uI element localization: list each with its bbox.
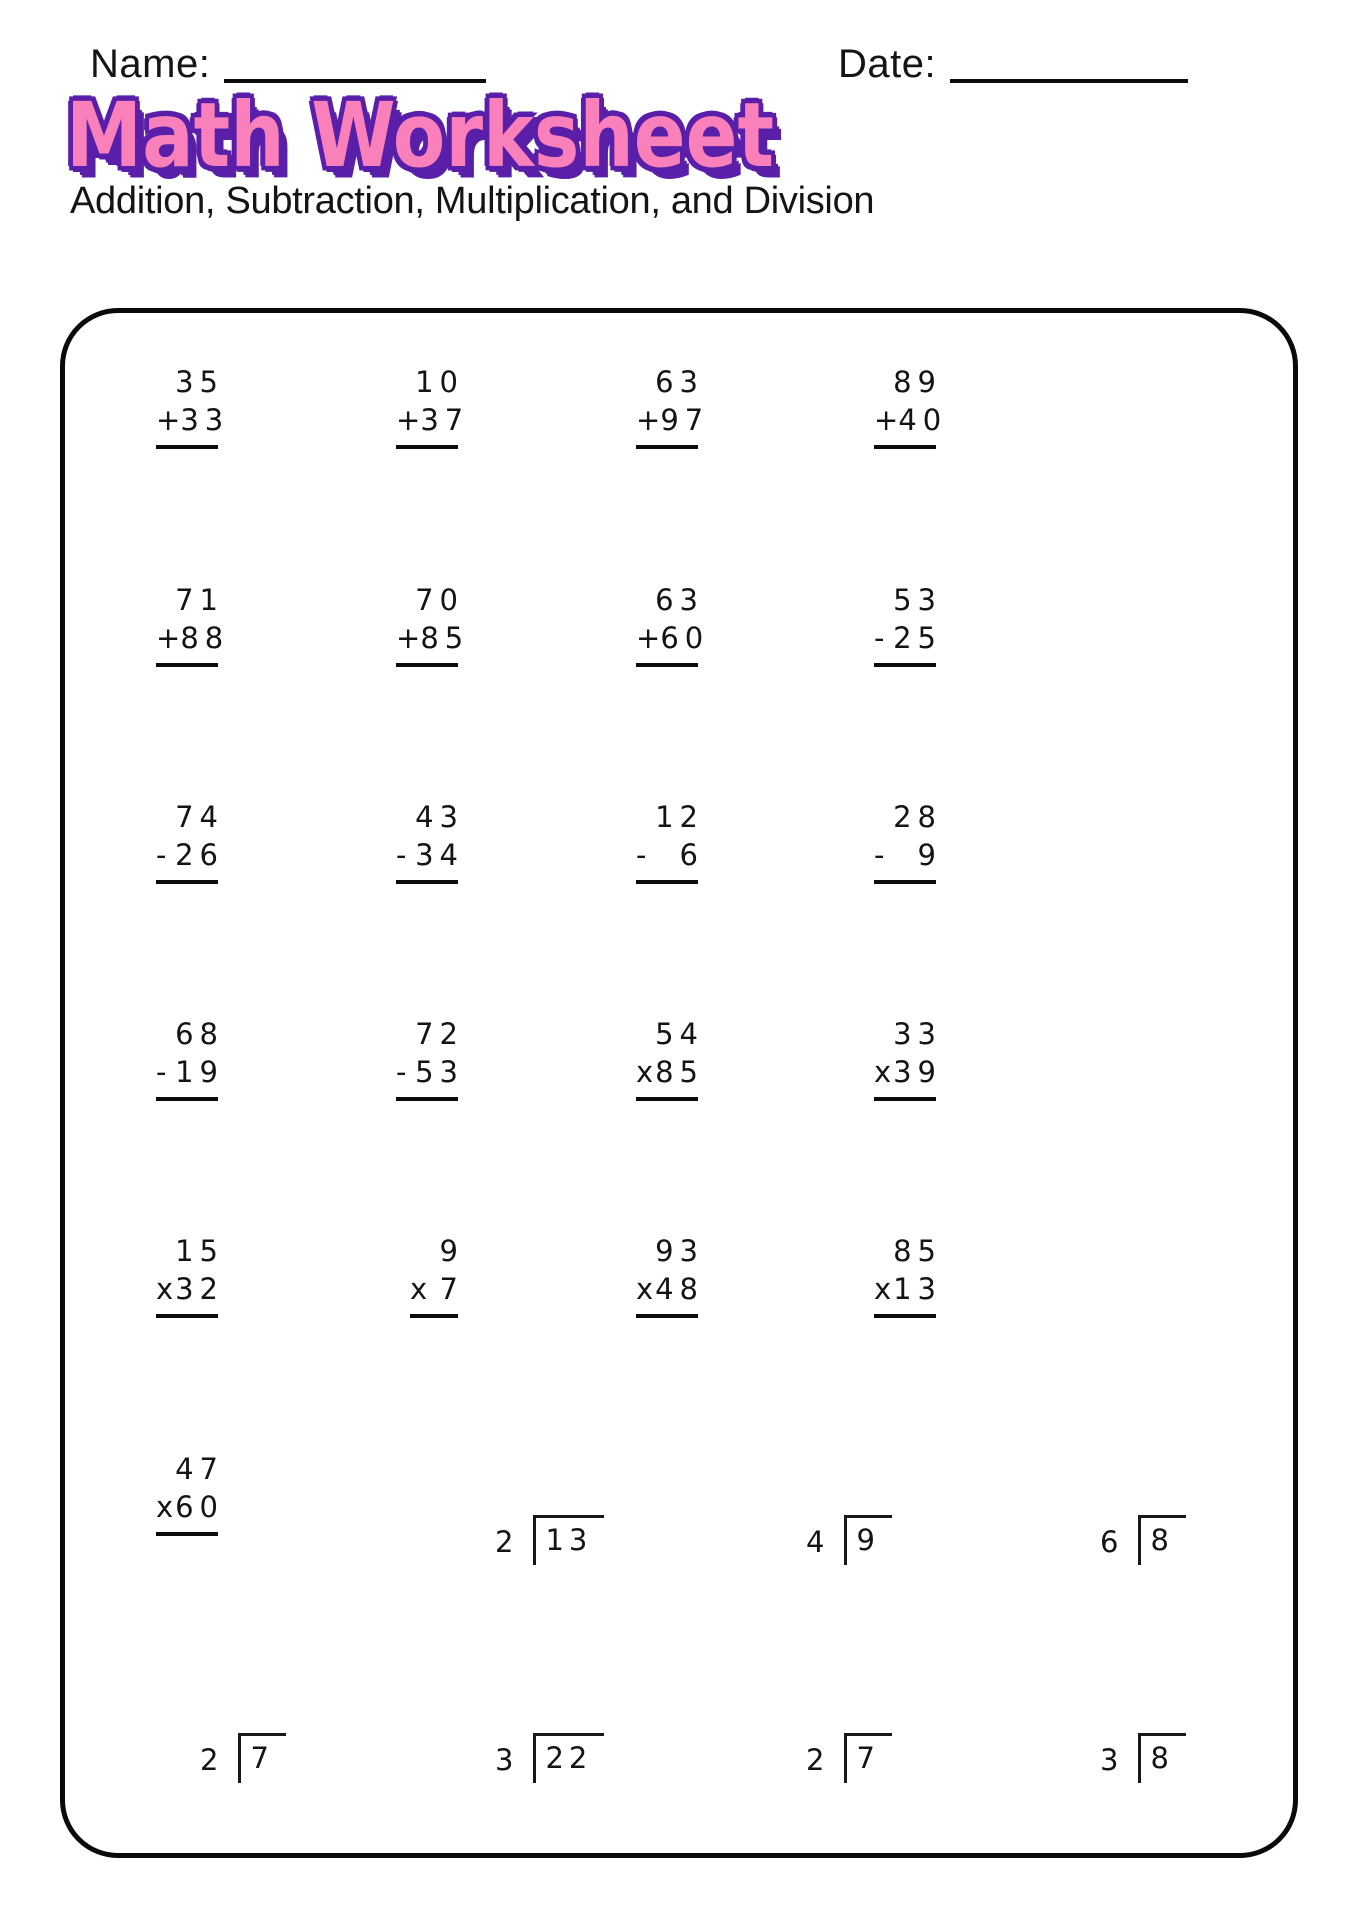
operation-row [636,836,704,874]
math-problem [636,581,710,667]
operation-row [396,1053,464,1091]
operation-row [874,1053,942,1091]
top-operand: 74 [175,800,224,834]
bottom-operand: 48 [655,1272,704,1306]
bottom-operand: 85 [420,621,470,655]
top-operand: 71 [175,583,224,617]
division-problem [495,1515,604,1565]
operator: - [396,1055,407,1089]
bottom-operand: 53 [415,1055,464,1089]
name-label: Name: [90,42,211,86]
divisor: 2 [200,1743,223,1777]
answer-line [396,663,458,667]
math-problem [156,581,230,667]
bottom-operand: 37 [420,403,470,437]
operator: - [396,838,407,872]
answer-line [636,445,698,449]
operator: x [156,1272,174,1306]
operator: - [874,621,885,655]
divisor: 6 [1100,1525,1123,1559]
math-problem [874,363,948,449]
dividend-under-bracket: 7 [844,1733,891,1783]
bottom-operand: 25 [893,621,942,655]
top-operand: 9 [439,1234,464,1268]
bottom-operand: 60 [660,621,710,655]
dividend-under-bracket: 8 [1138,1515,1185,1565]
operator: x [410,1272,428,1306]
math-problem [396,363,470,449]
dividend-under-bracket: 13 [533,1515,604,1565]
name-field-group [90,42,486,87]
answer-line [636,1314,698,1318]
operator: + [874,403,899,437]
math-problem [156,1450,224,1536]
top-operand: 72 [415,1017,464,1051]
dividend-under-bracket: 9 [844,1515,891,1565]
answer-line [636,1097,698,1101]
top-operand: 33 [893,1017,942,1051]
bottom-operand: 9 [917,838,942,872]
operation-row [156,619,230,657]
answer-line [156,1097,218,1101]
operation-row [874,401,948,439]
top-operand: 63 [655,583,704,617]
answer-line [156,663,218,667]
answer-line [636,663,698,667]
operator: + [396,621,421,655]
top-operand: 47 [175,1452,224,1486]
divisor: 2 [495,1525,518,1559]
dividend-under-bracket: 7 [238,1733,285,1783]
answer-line [636,880,698,884]
name-blank-line [224,79,486,83]
worksheet-title: Math Worksheet [66,85,775,188]
math-problem [636,1015,704,1101]
date-blank-line [950,79,1188,83]
operation-row [396,836,464,874]
top-operand: 15 [175,1234,224,1268]
operation-row [874,1270,942,1308]
operation-row [636,1053,704,1091]
answer-line [874,663,936,667]
operation-row [636,401,710,439]
operator: - [156,838,167,872]
operation-row [396,619,470,657]
top-operand: 10 [415,365,464,399]
bottom-operand: 97 [660,403,710,437]
answer-line [156,880,218,884]
math-problem [156,363,230,449]
answer-line [874,1314,936,1318]
top-operand: 35 [175,365,224,399]
operation-row [156,836,224,874]
top-operand: 28 [893,800,942,834]
top-operand: 43 [415,800,464,834]
answer-line [874,880,936,884]
math-problem [636,798,704,884]
bottom-operand: 33 [180,403,230,437]
answer-line [156,1314,218,1318]
operator: - [874,838,885,872]
top-operand: 54 [655,1017,704,1051]
answer-line [396,880,458,884]
top-operand: 63 [655,365,704,399]
operator: - [156,1055,167,1089]
operator: x [156,1490,174,1524]
math-problem [156,1015,224,1101]
worksheet-subtitle: Addition, Subtraction, Multiplication, and Division [70,180,875,222]
division-problem [1100,1733,1186,1783]
operator: x [874,1055,892,1089]
top-operand: 93 [655,1234,704,1268]
math-problem [396,798,464,884]
operation-row [636,1270,704,1308]
divisor: 3 [495,1743,518,1777]
division-problem [806,1733,892,1783]
bottom-operand: 6 [679,838,704,872]
operation-row [874,836,942,874]
operation-row [156,1053,224,1091]
operator: + [636,403,661,437]
answer-line [874,445,936,449]
top-operand: 85 [893,1234,942,1268]
division-problem [806,1515,892,1565]
bottom-operand: 7 [439,1272,464,1306]
operation-row [636,619,710,657]
division-problem [200,1733,286,1783]
bottom-operand: 39 [893,1055,942,1089]
bottom-operand: 13 [893,1272,942,1306]
math-problem [636,1232,704,1318]
top-operand: 53 [893,583,942,617]
answer-line [396,445,458,449]
bottom-operand: 34 [415,838,464,872]
operation-row [874,619,942,657]
answer-line [410,1314,458,1318]
operator: x [636,1055,654,1089]
bottom-operand: 26 [175,838,224,872]
answer-line [156,1532,218,1536]
math-problem [874,581,942,667]
math-problem [874,1015,942,1101]
date-label: Date: [838,42,937,86]
bottom-operand: 88 [180,621,230,655]
operation-row [156,1270,224,1308]
bottom-operand: 19 [175,1055,224,1089]
divisor: 2 [806,1743,829,1777]
bottom-operand: 32 [175,1272,224,1306]
operator: + [156,621,181,655]
math-problem [636,363,710,449]
math-problem [874,1232,942,1318]
answer-line [874,1097,936,1101]
top-operand: 68 [175,1017,224,1051]
operator: + [636,621,661,655]
bottom-operand: 40 [898,403,948,437]
math-problem [156,1232,224,1318]
operator: - [636,838,647,872]
operator: x [874,1272,892,1306]
math-problem [410,1232,464,1318]
math-problem [396,1015,464,1101]
division-problem [495,1733,604,1783]
operation-row [410,1270,464,1308]
answer-line [156,445,218,449]
top-operand: 70 [415,583,464,617]
operation-row [156,1488,224,1526]
math-problem [396,581,470,667]
math-problem [874,798,942,884]
operator: + [396,403,421,437]
divisor: 3 [1100,1743,1123,1777]
date-field-group [838,42,1188,87]
operator: + [156,403,181,437]
divisor: 4 [806,1525,829,1559]
operator: x [636,1272,654,1306]
top-operand: 12 [655,800,704,834]
top-operand: 89 [893,365,942,399]
operation-row [396,401,470,439]
division-problem [1100,1515,1186,1565]
math-problem [156,798,224,884]
answer-line [396,1097,458,1101]
operation-row [156,401,230,439]
bottom-operand: 60 [175,1490,224,1524]
dividend-under-bracket: 8 [1138,1733,1185,1783]
bottom-operand: 85 [655,1055,704,1089]
dividend-under-bracket: 22 [533,1733,604,1783]
